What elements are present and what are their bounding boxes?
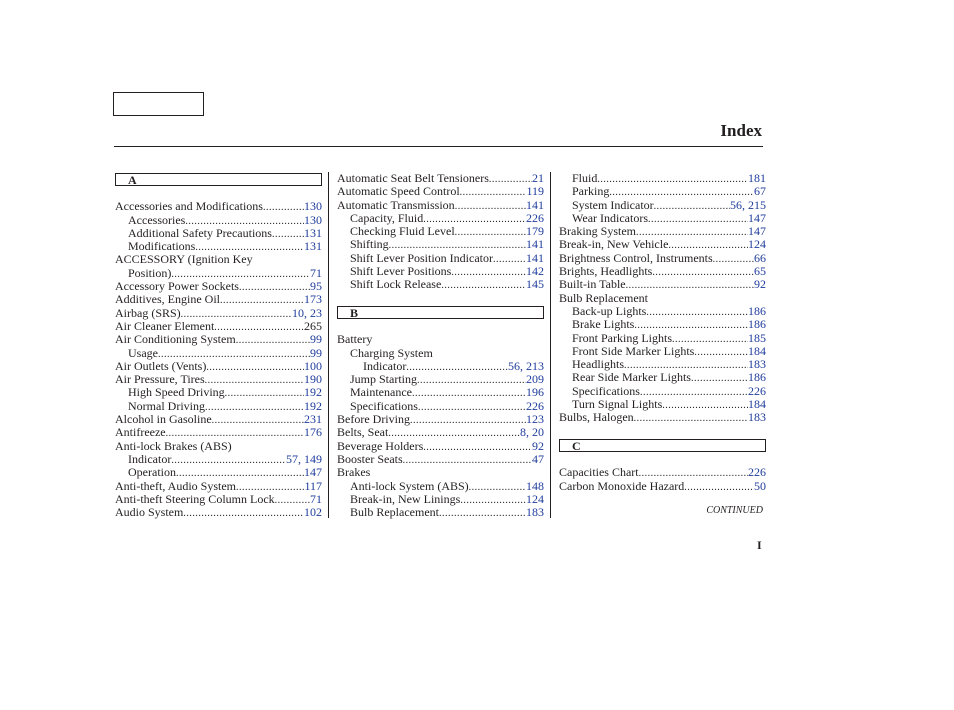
leader-dots [239, 280, 310, 294]
page-link[interactable]: 100 [304, 358, 322, 373]
page-link[interactable]: 8, 20 [520, 425, 544, 440]
leader-dots [417, 373, 526, 387]
page-link[interactable]: 130 [304, 199, 322, 214]
spacer [559, 453, 766, 466]
entry-label: Brake Lights [572, 317, 635, 332]
leader-dots [183, 506, 304, 520]
index-entry[interactable] [115, 214, 322, 227]
index-entry [337, 347, 544, 360]
entry-label: Front Side Marker Lights [572, 343, 695, 358]
index-entry[interactable] [337, 506, 544, 519]
page-link[interactable]: 192 [304, 385, 322, 400]
page-link[interactable]: 226 [748, 383, 766, 398]
page-link[interactable]: 185 [748, 330, 766, 345]
index-entry[interactable] [115, 333, 322, 346]
page-link[interactable]: 141 [526, 197, 544, 212]
index-column-3 [559, 172, 766, 493]
entry-label: Automatic Seat Belt Tensioners [337, 171, 489, 185]
entry-label: Capacity, Fluid [350, 210, 424, 225]
entry-label: Back-up Lights [572, 303, 647, 318]
page-link[interactable]: 231 [304, 412, 322, 427]
entry-label: Beverage Holders [337, 438, 424, 453]
leader-dots [171, 453, 286, 467]
page-link[interactable]: 184 [748, 397, 766, 412]
index-entry[interactable] [115, 413, 322, 426]
entry-label: Built-in Table [559, 277, 626, 292]
page-link[interactable]: 226 [526, 210, 544, 225]
index-entry[interactable] [559, 172, 766, 185]
index-entry[interactable] [337, 413, 544, 426]
page-link[interactable]: 119 [526, 184, 544, 199]
header-rule [114, 146, 763, 147]
spacer [559, 425, 766, 438]
entry-label: Accessories [128, 212, 186, 227]
page-link[interactable]: 147 [748, 224, 766, 239]
spacer [337, 292, 544, 305]
page-link[interactable]: 57, 149 [286, 451, 322, 466]
page-link[interactable]: 184 [748, 343, 766, 358]
entry-label: Normal Driving [128, 398, 205, 413]
index-entry[interactable] [559, 358, 766, 371]
page-link[interactable]: 71 [310, 265, 322, 280]
leader-dots [212, 413, 304, 427]
header-tab-box [113, 92, 204, 116]
entry-label: Bulb Replacement [350, 505, 439, 520]
index-entry[interactable] [559, 332, 766, 345]
page-link[interactable]: 47 [532, 451, 544, 466]
leader-dots [469, 480, 526, 494]
entry-label: Audio System [115, 505, 184, 520]
entry-label: Air Conditioning System [115, 332, 236, 347]
leader-dots [691, 371, 748, 385]
entry-label: Brights, Headlights [559, 264, 653, 279]
leader-dots [455, 225, 526, 239]
index-entry[interactable] [115, 307, 322, 320]
index-entry[interactable] [115, 386, 322, 399]
page-link[interactable]: 176 [304, 425, 322, 440]
index-entry[interactable] [559, 212, 766, 225]
page-link[interactable]: 66 [754, 250, 766, 265]
page-link: 265 [304, 318, 322, 333]
index-entry [115, 440, 322, 453]
index-entry[interactable] [337, 252, 544, 265]
leader-dots [418, 400, 526, 414]
page-link[interactable]: 226 [526, 398, 544, 413]
index-column-2 [337, 172, 544, 519]
index-entry [337, 333, 544, 346]
index-entry[interactable] [115, 373, 322, 386]
entry-label: Anti-lock System (ABS) [350, 478, 469, 493]
index-entry[interactable] [115, 466, 322, 479]
index-entry[interactable] [337, 278, 544, 291]
entry-label: Specifications [350, 398, 418, 413]
page-link[interactable]: 10, 23 [292, 305, 322, 320]
leader-dots [225, 386, 304, 400]
leader-dots [713, 252, 754, 266]
page-link[interactable]: 123 [526, 412, 544, 427]
leader-dots [460, 493, 526, 507]
page-link[interactable]: 173 [304, 292, 322, 307]
leader-dots [403, 453, 532, 467]
entry-label: Anti-lock Brakes (ABS) [115, 438, 232, 453]
page-link[interactable]: 131 [304, 239, 322, 254]
page-link[interactable]: 124 [526, 491, 544, 506]
index-entry[interactable] [337, 400, 544, 413]
index-entry[interactable] [337, 373, 544, 386]
page-number: I [757, 538, 762, 552]
leader-dots [684, 480, 754, 494]
entry-label: Break-in, New Vehicle [559, 237, 669, 252]
index-entry[interactable] [559, 371, 766, 384]
entry-label: Shifting [350, 237, 389, 252]
entry-label: Bulb Replacement [559, 290, 648, 305]
page-link[interactable]: 147 [748, 210, 766, 225]
entry-label: Airbag (SRS) [115, 305, 181, 320]
index-entry[interactable] [337, 480, 544, 493]
entry-label: Anti-theft Steering Column Lock [115, 491, 275, 506]
entry-label: Alcohol in Gasoline [115, 412, 212, 427]
page-link[interactable]: 186 [748, 303, 766, 318]
page-link[interactable]: 179 [526, 224, 544, 239]
section-letter-header: B [337, 306, 544, 319]
continued-note: CONTINUED [706, 505, 763, 516]
entry-label: Air Cleaner Element [115, 318, 215, 333]
index-entry[interactable] [115, 293, 322, 306]
entry-label: Usage [128, 345, 158, 360]
index-entry[interactable] [115, 227, 322, 240]
index-entry[interactable] [559, 466, 766, 479]
index-entry[interactable] [115, 400, 322, 413]
index-entry [559, 292, 766, 305]
entry-label: System Indicator [572, 197, 654, 212]
index-entry[interactable] [337, 426, 544, 439]
entry-label: Additional Safety Precautions [128, 225, 272, 240]
index-entry[interactable] [115, 320, 322, 333]
entry-label: Indicator [128, 451, 172, 466]
entry-label: Front Parking Lights [572, 330, 673, 345]
leader-dots [646, 305, 748, 319]
index-entry[interactable] [559, 238, 766, 251]
page-link[interactable]: 102 [304, 505, 322, 520]
leader-dots [634, 411, 748, 425]
page-link[interactable]: 209 [526, 372, 544, 387]
index-entry[interactable] [115, 200, 322, 213]
index-entry[interactable] [559, 345, 766, 358]
entry-label: Accessory Power Sockets [115, 279, 239, 294]
page-link[interactable]: 148 [526, 478, 544, 493]
index-entry[interactable] [559, 278, 766, 291]
page-link[interactable]: 71 [310, 491, 322, 506]
leader-dots [455, 199, 526, 213]
section-letter-header: A [115, 173, 322, 186]
index-entry[interactable] [337, 199, 544, 212]
index-entry[interactable] [559, 225, 766, 238]
page-link[interactable]: 196 [526, 385, 544, 400]
index-entry[interactable] [559, 199, 766, 212]
index-entry[interactable] [115, 426, 322, 439]
page-link[interactable]: 190 [304, 372, 322, 387]
entry-label: Specifications [572, 383, 640, 398]
entry-label: Checking Fluid Level [350, 224, 455, 239]
entry-label: Shift Lever Positions [350, 264, 452, 279]
index-entry[interactable] [115, 493, 322, 506]
index-entry[interactable] [337, 225, 544, 238]
entry-label: Anti-theft, Audio System [115, 478, 236, 493]
index-entry[interactable] [337, 265, 544, 278]
entry-label: Operation [128, 465, 176, 480]
entry-label: Charging System [350, 345, 433, 360]
index-entry[interactable] [115, 347, 322, 360]
index-entry[interactable] [337, 185, 544, 198]
page-link[interactable]: 183 [526, 505, 544, 520]
entry-label: Bulbs, Halogen [559, 410, 634, 425]
entry-label: Indicator [363, 358, 407, 373]
leader-dots [263, 200, 304, 214]
page-link[interactable]: 147 [304, 465, 322, 480]
index-entry[interactable] [115, 280, 322, 293]
page-link[interactable]: 131 [304, 225, 322, 240]
entry-label: ACCESSORY (Ignition Key [115, 252, 253, 267]
spacer [115, 187, 322, 200]
entry-label: Battery [337, 332, 373, 347]
entry-label: Fluid [572, 171, 598, 185]
leader-dots [236, 333, 310, 347]
leader-dots [652, 265, 754, 279]
index-entry[interactable] [559, 318, 766, 331]
index-entry[interactable] [115, 480, 322, 493]
leader-dots [654, 199, 730, 213]
entry-label: Automatic Speed Control [337, 184, 460, 199]
index-entry[interactable] [337, 238, 544, 251]
page-link[interactable]: 186 [748, 317, 766, 332]
page-link[interactable]: 92 [754, 277, 766, 292]
index-entry[interactable] [559, 385, 766, 398]
entry-label: Belts, Seat [337, 425, 389, 440]
entry-label: Brightness Control, Instruments [559, 250, 713, 265]
page-link[interactable]: 95 [310, 279, 322, 294]
index-entry[interactable] [559, 185, 766, 198]
page-link[interactable]: 145 [526, 277, 544, 292]
page-link[interactable]: 124 [748, 237, 766, 252]
leader-dots [460, 185, 527, 199]
entry-label: Jump Starting [350, 372, 418, 387]
page-link[interactable]: 141 [526, 237, 544, 252]
index-entry[interactable] [337, 212, 544, 225]
entry-label: Automatic Transmission [337, 197, 455, 212]
page-link[interactable]: 141 [526, 250, 544, 265]
entry-label: Braking System [559, 224, 636, 239]
entry-label: Headlights [572, 357, 624, 372]
leader-dots [662, 398, 748, 412]
index-entry[interactable] [115, 453, 322, 466]
index-column-1 [115, 172, 322, 519]
leader-dots [441, 278, 526, 292]
entry-label: Brakes [337, 465, 371, 480]
page-link[interactable]: 56, 213 [508, 358, 544, 373]
index-entry[interactable] [337, 172, 544, 185]
index-entry[interactable] [559, 398, 766, 411]
index-entry[interactable] [559, 305, 766, 318]
page-link[interactable]: 21 [532, 171, 544, 185]
leader-dots [597, 172, 748, 186]
entry-label: Air Outlets (Vents) [115, 358, 207, 373]
leader-dots [423, 440, 532, 454]
page-link[interactable]: 142 [526, 264, 544, 279]
page-link[interactable]: 92 [532, 438, 544, 453]
entry-label: Accessories and Modifications [115, 199, 263, 214]
leader-dots [451, 265, 526, 279]
entry-label: Additives, Engine Oil [115, 292, 220, 307]
index-entry [337, 466, 544, 479]
leader-dots [648, 212, 748, 226]
page-link[interactable]: 183 [748, 410, 766, 425]
leader-dots [206, 360, 304, 374]
leader-dots [694, 345, 748, 359]
leader-dots [410, 413, 526, 427]
entry-label: Wear Indicators [572, 210, 648, 225]
index-entry[interactable] [337, 386, 544, 399]
column-divider [328, 172, 329, 518]
entry-label: Position) [128, 265, 172, 280]
index-entry[interactable] [559, 411, 766, 424]
entry-label: Parking [572, 184, 610, 199]
spacer [337, 320, 544, 333]
index-entry[interactable] [559, 480, 766, 493]
index-entry[interactable] [337, 440, 544, 453]
entry-label: Capacities Chart [559, 465, 639, 480]
leader-dots [406, 360, 508, 374]
index-entry[interactable] [337, 360, 544, 373]
entry-label: Carbon Monoxide Hazard [559, 478, 685, 493]
index-entry[interactable] [115, 267, 322, 280]
column-divider [550, 172, 551, 518]
section-letter-header: C [559, 439, 766, 452]
page-link[interactable]: 183 [748, 357, 766, 372]
leader-dots [412, 386, 526, 400]
entry-label: Air Pressure, Tires [115, 372, 205, 387]
leader-dots [493, 252, 526, 266]
page-link[interactable]: 99 [310, 332, 322, 347]
entry-label: Antifreeze [115, 425, 166, 440]
index-entry [115, 253, 322, 266]
index-entry[interactable] [559, 252, 766, 265]
entry-label: Before Driving [337, 412, 410, 427]
page-link[interactable]: 192 [304, 398, 322, 413]
index-entry[interactable] [115, 240, 322, 253]
entry-label: Break-in, New Linings [350, 491, 461, 506]
leader-dots [439, 506, 526, 520]
page-link[interactable]: 226 [748, 465, 766, 480]
index-entry[interactable] [337, 493, 544, 506]
page-link[interactable]: 181 [748, 171, 766, 185]
entry-label: Modifications [128, 239, 196, 254]
page-link[interactable]: 65 [754, 264, 766, 279]
entry-label: Shift Lever Position Indicator [350, 250, 493, 265]
page-link[interactable]: 56, 215 [730, 197, 766, 212]
page-link[interactable]: 67 [754, 184, 766, 199]
entry-label: Booster Seats [337, 451, 403, 466]
page-link[interactable]: 130 [304, 212, 322, 227]
index-entry[interactable] [559, 265, 766, 278]
leader-dots [205, 400, 304, 414]
index-entry[interactable] [337, 453, 544, 466]
entry-label: Rear Side Marker Lights [572, 370, 691, 385]
page-link[interactable]: 117 [304, 478, 322, 493]
page-link[interactable]: 99 [310, 345, 322, 360]
entry-label: Shift Lock Release [350, 277, 442, 292]
index-entry[interactable] [115, 360, 322, 373]
entry-label: Turn Signal Lights [572, 397, 663, 412]
page-title: Index [720, 121, 762, 140]
page-link[interactable]: 186 [748, 370, 766, 385]
index-entry[interactable] [115, 506, 322, 519]
leader-dots [272, 227, 304, 241]
entry-label: Maintenance [350, 385, 412, 400]
page-link[interactable]: 50 [754, 478, 766, 493]
entry-label: High Speed Driving [128, 385, 225, 400]
